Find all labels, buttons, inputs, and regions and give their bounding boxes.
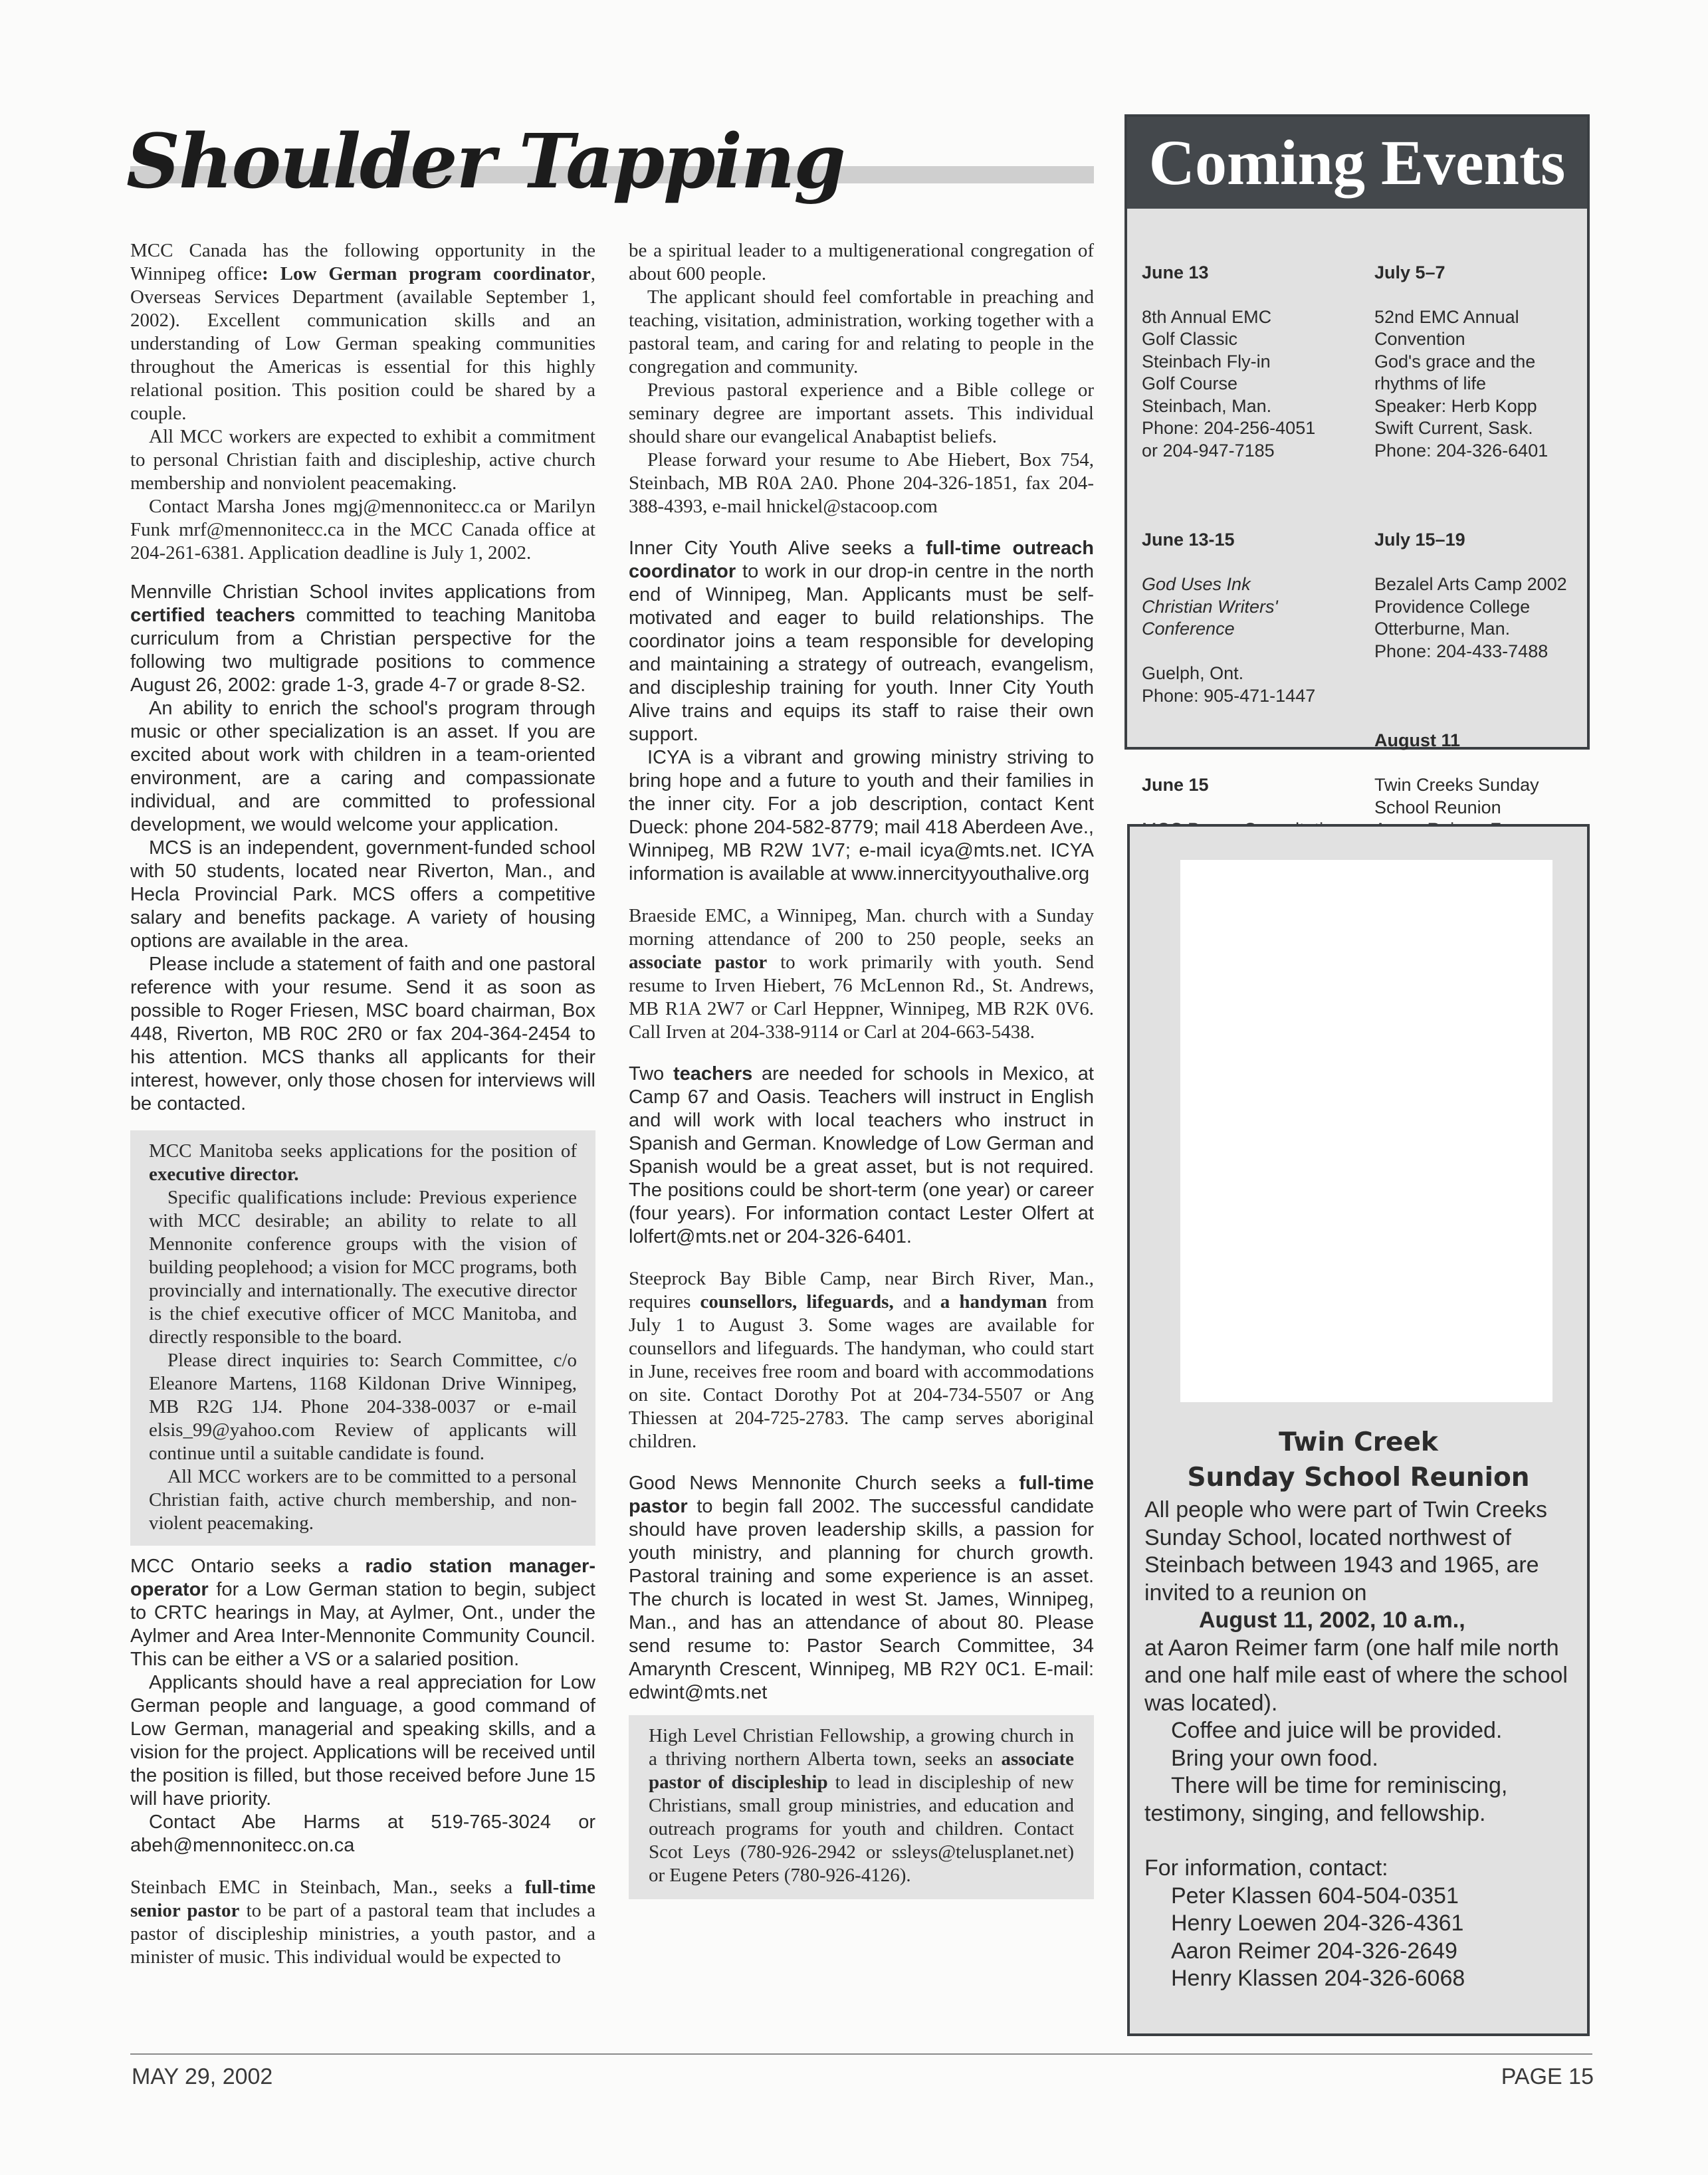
reunion-photo [1180,860,1552,1402]
column-2 [629,239,1094,1899]
ad-mcc-manitoba: MCC Manitoba seeks applications for the position of executive director. Specific qualifications include: Previous experience with MCC desirable; an ability to relate to all Mennonite conference groups with the vision of building peoplehood; a vision for MCC programs, both provincially and internationally. The executive director is the chief executive officer of MCC Manitoba, and directly responsible to the board. Please direct inquiries to: Search Committee, c/o Eleanore Martens, 1168 Kildonan Drive Winnipeg, MB R2G 1J4. Phone 204-338-0037 or e-mail elsis_99@yahoo.com Review of applicants will continue until a suitable candidate is found. All MCC workers are to be committed to a personal Christian faith, active church membership, and non-violent peacemaking. [130,1130,595,1546]
reunion-contact: Henry Klassen 204-326-6068 [1171,1966,1465,1991]
reunion-contact: Henry Loewen 204-326-4361 [1171,1911,1464,1936]
ad-inner-city-youth-alive: Inner City Youth Alive seeks a full-time outreach coordinator to work in our drop-in centre in the north end of Winnipeg, Man. Applicants must be self-motivated and eager to build relationships. The coordinator joins a team responsible for developing and maintaining a strategy of outreach, evangelism, and discipleship training for youth. Inner City Youth Alive trains and equips its staff to raise their own support. ICYA is a vibrant and growing ministry striving to bring hope and a future to youth and their families in the inner city. For a job description, contact Kent Dueck: phone 204-582-8779; mail 418 Aberdeen Ave., Winnipeg, MB R2W 1V7; e-mail icya@mts.net. ICYA information is available at www.innercityyouthalive.org [629,538,1094,884]
event-item: June 13-15 God Uses Ink Christian Writers' Conference Guelph, Ont. Phone: 905-471-1447 [1142,530,1316,706]
ad-braeside-emc: Braeside EMC, a Winnipeg, Man. church with a Sunday morning attendance of 200 to 250 people, seeks an associate pastor to work primarily with youth. Send resume to Irven Hiebert, 76 McLennon Rd., St. Andrews, MB R1A 2W7 or Carl Heppner, Winnipeg, MB R2K 0V6. Call Irven at 204-338-9114 or Carl at 204-663-5438. [629,905,1094,1043]
event-item: August 11 Twin Creeks Sunday School Reunion [1374,730,1539,817]
coming-events-heading: Coming Events [1127,117,1587,209]
ad-mcc-canada: MCC Canada has the following opportunity in the Winnipeg office: Low German program coordinator, Overseas Services Department (available September 1, 2002). Excellent communication skills and an understanding of Low German speaking communities throughout the Americas is essential for this highly relational position. This position could be shared by a couple. All MCC workers are expected to exhibit a commitment to personal Christian faith and discipleship, active church membership and nonviolent peacemaking. Contact Marsha Jones mgj@mennonitecc.ca or Marilyn Funk mrf@mennonitecc.ca in the MCC Canada office at 204-261-6381. Application deadline is July 1, 2002. [130,240,595,564]
reunion-contact: Peter Klassen 604-504-0351 [1171,1883,1459,1909]
event-item: July 5–7 52nd EMC Annual Convention God's grace and the rhythms of life Speaker: Herb Kopp Swift Current, Sask. Phone: 204-326-6401 [1374,262,1548,461]
reunion-body: All people who were part of Twin Creeks Sunday School, located northwest of Steinbach between 1943 and 1965, are invited to a reunion on August 11, 2002, 10 a.m., at Aaron Reimer farm (one half mile north and one half mile east of where the school was located). Coffee and juice will be provided. Bring your own food. There will be time for reminiscing, testimony, singing, and fellowship. For information, contact: Peter Klassen 604-504-0351 Henry Loewen 204-326-4361 Aaron Reimer 204-326-2649 Henry Klassen 204-326-6068 [1144,1497,1576,1993]
footer-date: MAY 29, 2002 [132,2064,273,2089]
reunion-title: Twin Creek Sunday School Reunion [1187,1427,1530,1493]
footer-rule [130,2053,1592,2055]
event-item: June 13 8th Annual EMC Golf Classic Steinbach Fly-in Golf Course Steinbach, Man. Phone: 204-256-4051 or 204-947-7185 [1142,262,1316,461]
ad-mexico-teachers: Two teachers are needed for schools in Mexico, at Camp 67 and Oasis. Teachers will instruct in English and will work with local teachers who instruct in Spanish and German. Knowledge of Low German and Spanish would be a great asset, but is not required. The positions could be short-term (one year) or career (four years). For information contact Lester Olfert at lolfert@mts.net or 204-326-6401. [629,1063,1094,1247]
reunion-box [1127,824,1590,2036]
reunion-contact: Aaron Reimer 204-326-2649 [1171,1938,1457,1964]
column-1 [130,239,595,1969]
event-item: July 15–19 Bezalel Arts Camp 2002 Providence College Otterburne, Man. Phone: 204-433-7488 [1374,530,1567,661]
page-title: Shoulder Tapping [126,118,845,205]
ad-high-level-fellowship: High Level Christian Fellowship, a growing church in a thriving northern Alberta town, seeks an associate pastor of discipleship to lead in discipleship of new Christians, small group ministries, and education and outreach programs for youth and children. Contact Scot Leys (780-926-2942 or ssleys@telusplanet.net) or Eugene Peters (780-926-4126). [629,1715,1094,1899]
event-item: June 15 [1142,775,1209,795]
ad-steinbach-emc: Steinbach EMC in Steinbach, Man., seeks a full-time senior pastor to be part of a pastoral team that includes a pastor of discipleship ministries, a youth pastor, and a minister of music. This individual would be expected to [130,1877,595,1968]
footer-page-number: PAGE 15 [1501,2064,1594,2089]
ad-steinbach-emc-continued: be a spiritual leader to a multigenerational congregation of about 600 people. The applicant should feel comfortable in preaching and teaching, visitation, administration, working together with a pastoral team, and caring for and relating to people in the congregation and community. Previous pastoral experience and a Bible college or seminary degree are important assets. This individual should share our evangelical Anabaptist beliefs. Please forward your resume to Abe Hiebert, Box 754, Steinbach, MB R0A 2A0. Phone 204-326-1851, fax 204-388-4393, e-mail hnickel@stacoop.com [629,240,1094,517]
coming-events-box [1124,114,1590,817]
ad-mcc-ontario: MCC Ontario seeks a radio station manager-operator for a Low German station to begin, subject to CRTC hearings in May, at Aylmer, Ont., under the Aylmer and Area Inter-Mennonite Community Council. This can be either a VS or a salaried position. Applicants should have a real appreciation for Low German people and language, a good command of Low German, managerial and speaking skills, and a vision for the project. Applications will be received until the position is filled, but those received before June 15 will have priority. Contact Abe Harms at 519-765-3024 or abeh@mennonitecc.on.ca [130,1556,595,1856]
ad-good-news-mennonite: Good News Mennonite Church seeks a full-time pastor to begin fall 2002. The successful candidate should have proven leadership skills, a passion for youth ministry, and planning for church growth. Pastoral training and some experience is an asset. The church is located in west St. James, Winnipeg, Man., and has an attendance of about 80. Please send resume to: Pastor Search Committee, 34 Amarynth Crescent, Winnipeg, MB R2Y 0C1. E-mail: edwint@mts.net [629,1473,1094,1703]
ad-mennville: Mennville Christian School invites applications from certified teachers committed to teaching Manitoba curriculum from a Christian perspective for the following two multigrade positions to commence August 26, 2002: grade 1-3, grade 4-7 or grade 8-S2. An ability to enrich the school's program through music or other specialization is an asset. If you are excited about work with children in a team-oriented environment, are a caring and compassionate individual, and are committed to professional development, we would welcome your application. MCS is an independent, government-funded school with 50 students, located near Riverton, Man., and Hecla Provincial Park. MCS offers a competitive salary and benefits package. A variety of housing options are available in the area. Please include a statement of faith and one pastoral reference with your resume. Send it as soon as possible to Roger Friesen, MSC board chairman, Box 448, Riverton, MB R0C 2R0 or fax 204-364-2454 to his attention. MCS thanks all applicants for their interest, however, only those chosen for interviews will be contacted. [130,581,595,1114]
ad-steeprock-bay: Steeprock Bay Bible Camp, near Birch River, Man., requires counsellors, lifeguards, and a handyman from July 1 to August 3. Some wages are available for counsellors and lifeguards. The handyman, who could start in June, receives free room and board with accommodations on site. Contact Dorothy Pot at 204-734-5507 or Ang Thiessen at 204-725-2783. The camp serves aboriginal children. [629,1268,1095,1452]
